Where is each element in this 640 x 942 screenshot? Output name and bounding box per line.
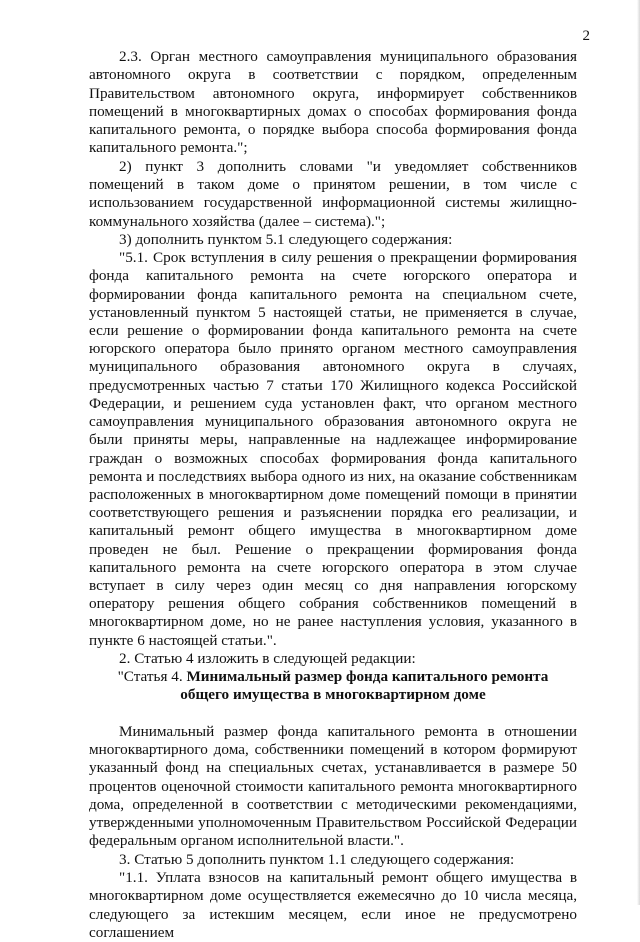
paragraph-5-1: "5.1. Срок вступления в силу решения о прекращении формирования фонда капитального ремонта на счете югорского оператора и формировании фонда капитального ремонта на специальном счете, установленный пунктом 5 настоящей статьи, не применяется в случае, если решение о формировании фонда капитального ремонта на счете югорского оператора было принято органом местного самоуправления муниципального образования автономного округа в случаях, предусмотренных частью 7 статьи 170 Жилищного кодекса Российской Федерации, и решением суда установлен факт, что органом местного самоуправления муниципального образования автономного округа не были приняты меры, направленные на надлежащее информирование граждан о возможных способах формирования фонда капитального ремонта и последствиях выбора одного из них, на оказание собственникам расположенных в многоквартирном доме помещений помощи в принятии соответствующего решения и разъяснении порядка его реализации, и капитальный ремонт общего имущества в многоквартирном доме проведен не был. Решение о прекращении формирования фонда капитального ремонта на счете югорского оператора в этом случае вступает в силу через один месяц со дня направления югорскому оператору решения общего собрания собственников помещений в многоквартирном доме, но не ранее наступления условия, указанного в пункте 6 настоящей статьи.". xyxy=(89,249,577,649)
paragraph-2-3: 2.3. Орган местного самоуправления муниципального образования автономного округа в соответствии с порядком, определенным Правительством автономного округа, информирует собственников помещений в многоквартирных домах о способах формирования фонда капитального ремонта, о порядке выбора способа формирования фонда капитального ремонта."; xyxy=(89,48,577,157)
document-body xyxy=(89,48,577,942)
article-heading-prefix: "Статья 4. xyxy=(117,668,187,686)
article-heading-line-1 xyxy=(89,668,577,686)
paragraph-article-4-body: Минимальный размер фонда капитального ремонта в отношении многоквартирного дома, собственники помещений в котором формируют указанный фонд на специальных счетах, устанавливается в размере 50 процентов оценочной стоимости капитального ремонта многоквартирного дома, определенной в соответствии с методическими рекомендациями, утвержденными уполномоченным Правительством Российской Федерации федеральным органом исполнительной власти.". xyxy=(89,722,577,850)
paragraph-article-4-intro: 2. Статью 4 изложить в следующей редакции: xyxy=(119,649,416,667)
article-heading-title-line-1: Минимальный размер фонда капитального ремонта xyxy=(186,668,549,686)
paragraph-item-3: 3) дополнить пунктом 5.1 следующего содержания: xyxy=(119,230,453,248)
page-number: 2 xyxy=(582,28,590,44)
paragraph-item-2: 2) пункт 3 дополнить словами "и уведомляет собственников помещений в таком доме о принятом решении, в том числе с использованием государственной информационной системы жилищно-коммунального хозяйства (далее – система)."; xyxy=(89,157,577,230)
spacer xyxy=(89,705,577,723)
article-heading xyxy=(89,668,577,705)
paragraph-1-1: "1.1. Уплата взносов на капитальный ремонт общего имущества в многоквартирном доме осуществляется ежемесячно до 10 числа месяца, следующего за истекшим месяцем, если иное не предусмотрено соглашением xyxy=(89,869,577,941)
paragraph-article-5-intro: 3. Статью 5 дополнить пунктом 1.1 следующего содержания: xyxy=(119,850,515,868)
article-heading-title-line-2: общего имущества в многоквартирном доме xyxy=(180,686,486,704)
